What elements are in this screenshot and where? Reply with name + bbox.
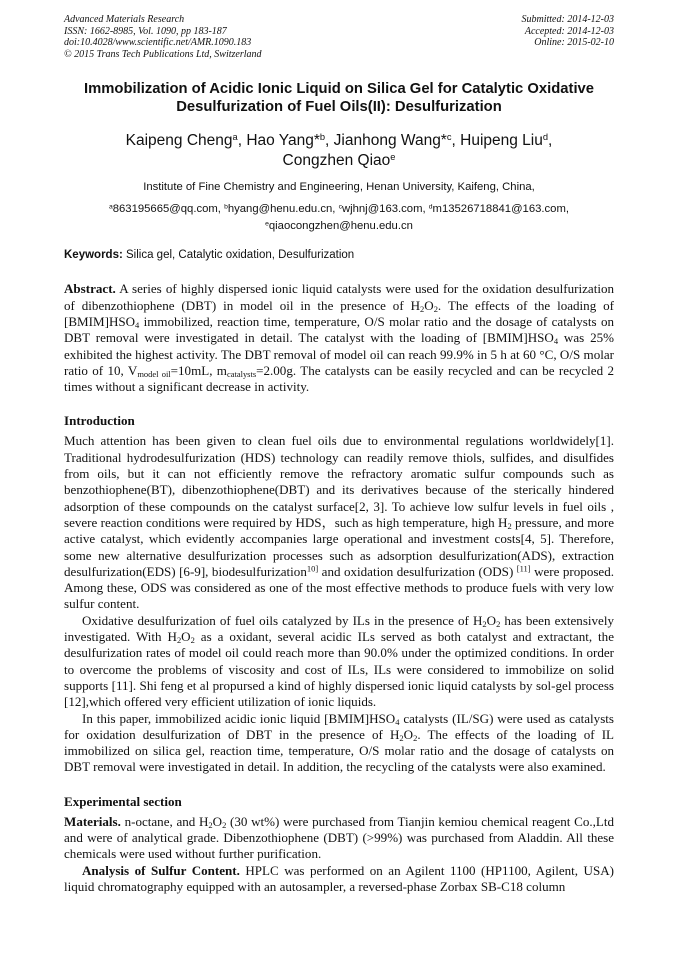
intro-p2-c: as a oxidant, several acidic ILs served as both catalyst and extractant, the desulfurization rates of model oil could reach more than 90.0% under the optimized conditions. In order to overcome the problems of viscosity and cost of ILs, ILs were considered to immobilize on solid supports [11]. Shi feng et al propursed a kind of highly dispersed ionic liquid catalysts by sol-gel process [12],which offered very efficient utilization of ionic liquids. <box>64 629 614 710</box>
email-mark-d: d <box>428 203 433 211</box>
sub-2: 2 <box>482 618 487 629</box>
ref-10[interactable]: 10] <box>306 563 319 574</box>
abstract-text-1: A series of highly dispersed ionic liquid catalysts were used for the oxidation desulfurization of dibenzothiophene (DBT) in model oil in the presence of H <box>64 281 614 313</box>
keywords-label: Keywords: <box>64 249 123 262</box>
abstract <box>64 281 614 395</box>
sub-2: 2 <box>399 732 404 743</box>
sub-2: 2 <box>413 732 418 743</box>
sub-2: 2 <box>507 521 512 532</box>
intro-p2-a: Oxidative desulfurization of fuel oils catalyzed by ILs in the presence of H <box>82 612 483 628</box>
intro-p1-b: pressure, and more active catalyst, which evidently accompanies large operational and investment costs[4, 5]. Therefore, some new alternative desulfurization processes such as adsorption desulfurization(ADS), extraction desulfurization(EDS) [6-9], biodesulfurization <box>64 514 614 579</box>
author-4-mark: d <box>542 132 549 143</box>
intro-p3-c: . The effects of the loading of IL immobilized on silica gel, reaction time, temperature, O/S molar ratio and the dosage of catalysts on DBT removal were investigated in detail. In addition, the recycling of the catalysts were also examined. <box>64 726 615 775</box>
experimental-heading: Experimental section <box>64 793 182 809</box>
email-1[interactable]: 863195665@qq.com, <box>112 203 221 216</box>
h2o2-o: O <box>403 726 414 742</box>
sub-4: 4 <box>135 320 140 331</box>
ref-11[interactable]: [11] <box>516 563 531 574</box>
author-2: Hao Yang* <box>246 132 320 150</box>
title-line-2: Desulfurization of Fuel Oils(II): Desulfurization <box>176 99 502 116</box>
author-1: Kaipeng Cheng <box>125 132 233 150</box>
abstract-text-5: was 25% exhibited the highest activity. The DBT removal of model oil can reach 99.9% in 5 h at 60 °C, O/S molar ratio of 10, V <box>64 330 614 378</box>
email-mark-e: e <box>265 220 269 228</box>
intro-p3-a: In this paper, immobilized acidic ionic liquid [BMIM]HSO <box>82 710 396 726</box>
abstract-text-7: =2.00g. The catalysts can be easily recycled and can be recycled 2 times without a significant decrease in activity. <box>64 362 614 395</box>
email-2[interactable]: hyang@henu.edu.cn, <box>227 203 336 216</box>
materials-text-2: (30 wt%) were purchased from Tianjin kemiou chemical reagent Co.,Ltd and were of analytical grade. Dibenzothiophene (DBT) (>99%) was purchased from Aladdin. All these chemicals were used without further purification. <box>64 813 614 862</box>
doi: doi:10.4028/www.scientific.net/AMR.1090.183 <box>64 37 252 49</box>
copyright: © 2015 Trans Tech Publications Ltd, Switzerland <box>64 48 262 60</box>
journal-name: Advanced Materials Research <box>64 14 185 25</box>
email-mark-b: b <box>224 203 228 211</box>
abstract-o: O <box>424 297 434 313</box>
introduction-heading: Introduction <box>64 413 135 429</box>
abstract-text-6: =10mL, m <box>170 362 227 378</box>
keywords-text: Silica gel, Catalytic oxidation, Desulfurization <box>126 249 355 262</box>
issn: ISSN: 1662-8985, Vol. 1090, pp 183-187 <box>64 25 227 37</box>
intro-paragraph-1 <box>64 433 614 612</box>
h2o2-o: O <box>181 629 191 645</box>
intro-p2-b: has been extensively investigated. With H <box>64 612 614 645</box>
author-3-mark: c <box>446 132 452 143</box>
materials-paragraph <box>64 814 614 863</box>
paper-title <box>64 80 614 116</box>
analysis-paragraph <box>64 863 614 896</box>
email-mark-c: c <box>338 203 342 211</box>
abstract-text-3: . The effects of the loading of [BMIM]HSO <box>64 297 615 329</box>
intro-p1-a: Much attention has been given to clean fuel oils due to environmental regulations worldwidely[1]. Traditional hydrodesulfurization (HDS) technology can readily remove thiols, sulfides, and disulfides from oils, but it can not efficiently remove the refractory aromatic sulfur compounds such as benzothiophene(BT), dibenzothiophene(DBT) and its derivatives because of the sterically hindered adsorption of these compounds on the catalyst surface[2, 3]. To achieve low sulfur levels in fuel oils , severe reaction conditions were required by HDS，such as high temperature, high H <box>64 433 614 530</box>
author-list: Kaipeng Cheng$^a$, Hao Yang*$^b$, Jianhong Wang*$^c$, Huipeng Liu$^d$, Congzhen Qiao$^e$ <box>125 132 553 170</box>
intro-p3-b: catalysts (IL/SG) were used as catalysts for oxidation desulfurization of DBT in the presence of H <box>64 710 614 742</box>
dates-info <box>522 14 615 60</box>
intro-paragraph-3 <box>64 711 614 776</box>
author-emails <box>64 201 614 235</box>
abstract-label: Abstract. <box>64 281 116 297</box>
sub-2: 2 <box>208 819 213 830</box>
author-2-mark: b <box>319 132 326 143</box>
author-4: Huipeng Liu <box>460 132 543 150</box>
sub-2: 2 <box>420 303 425 314</box>
sub-2: 2 <box>176 635 182 646</box>
submitted-date: Submitted: 2014-12-03 <box>521 14 614 25</box>
accepted-date: Accepted: 2014-12-03 <box>524 25 614 37</box>
author-1-mark: a <box>232 132 238 143</box>
publication-header <box>64 14 614 60</box>
sub-4: 4 <box>553 336 559 347</box>
online-date: Online: 2015-02-10 <box>534 37 614 49</box>
author-3: Jianhong Wang* <box>333 132 447 150</box>
email-3[interactable]: wjhnj@163.com, <box>341 203 426 216</box>
email-5[interactable]: qiaocongzhen@henu.edu.cn <box>268 220 413 233</box>
sub-model-oil: model oil <box>137 368 171 379</box>
intro-p1-d: were proposed. Among these, ODS was considered as one of the most effective methods to produce fuels with very low sulfur content. <box>64 563 615 612</box>
intro-p1-c: and oxidation desulfurization (ODS) <box>318 563 517 579</box>
h2o2-o: O <box>212 813 223 829</box>
author-5: Congzhen Qiao <box>282 152 391 170</box>
abstract-text-4: immobilized, reaction time, temperature, O/S molar ratio and the dosage of catalysts on DBT removal were investigated in detail. The catalyst with the loading of [BMIM]HSO <box>64 313 614 346</box>
sub-2: 2 <box>222 819 227 830</box>
email-4[interactable]: m13526718841@163.com, <box>432 203 570 216</box>
materials-text-1: n-octane, and H <box>120 813 209 829</box>
h2o2-o: O <box>486 612 497 628</box>
author-5-mark: e <box>390 152 396 163</box>
analysis-text: HPLC was performed on an Agilent 1100 (HP1100, Agilent, USA) liquid chromatography equipped with an autosampler, a reversed-phase Zorbax SB-C18 column <box>64 862 614 894</box>
sub-catalysts: catalysts <box>226 368 257 379</box>
email-mark-a: a <box>108 203 113 211</box>
intro-paragraph-2 <box>64 613 614 711</box>
affiliation: Institute of Fine Chemistry and Engineering, Henan University, Kaifeng, China, <box>143 181 535 194</box>
journal-info <box>64 14 262 60</box>
analysis-label: Analysis of Sulfur Content. <box>82 862 240 878</box>
sub-2: 2 <box>433 303 438 314</box>
sub-2: 2 <box>190 635 195 646</box>
sub-2: 2 <box>496 618 501 629</box>
sub-4: 4 <box>395 716 400 727</box>
keywords <box>64 249 614 261</box>
materials-label: Materials. <box>64 813 121 829</box>
title-line-1: Immobilization of Acidic Ionic Liquid on Silica Gel for Catalytic Oxidative <box>83 81 595 98</box>
